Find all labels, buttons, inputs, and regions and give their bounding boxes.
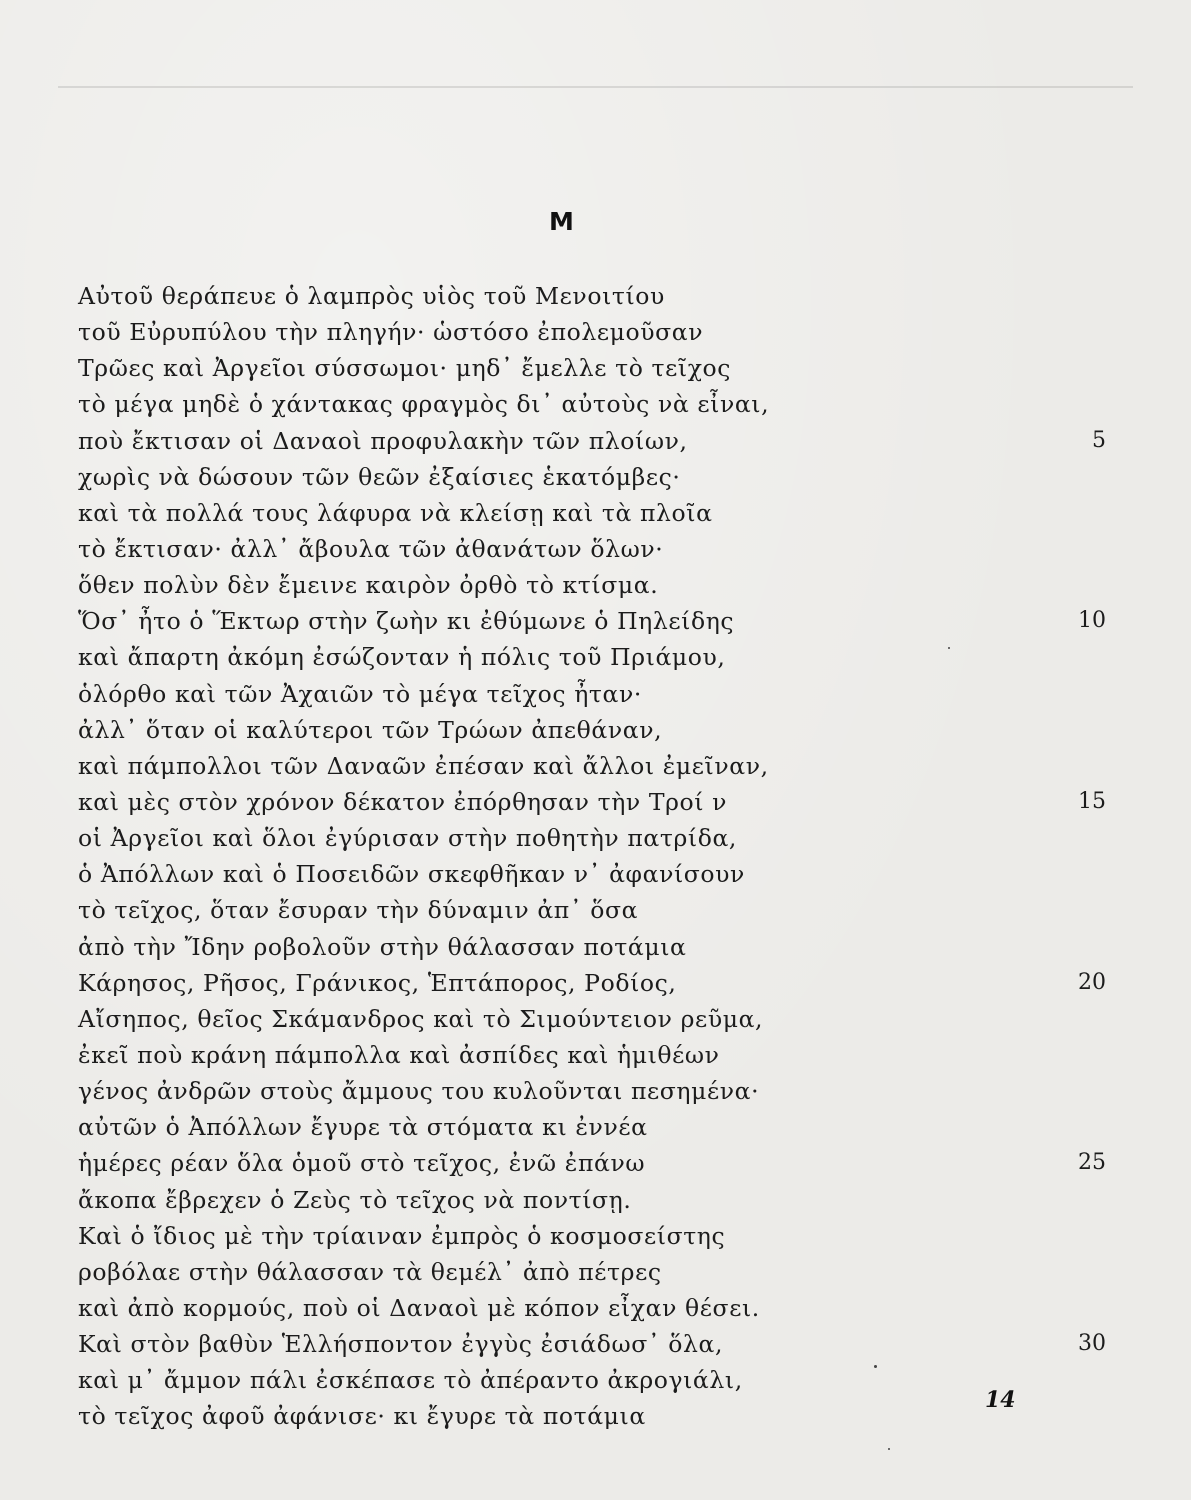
verse-text: ἐκεῖ ποὺ κράνη πάμπολλα καὶ ἀσπίδες καὶ ἡμιθέων [78, 1040, 720, 1069]
verse-line [78, 1218, 1118, 1254]
verse-text: καὶ ἄπαρτη ἀκόμη ἐσώζονταν ἡ πόλις τοῦ Πριάμου, [78, 643, 726, 672]
verse-line [78, 1398, 1118, 1434]
verse-line [78, 639, 1118, 675]
bleed-through-rule [58, 86, 1133, 88]
poem-body [78, 278, 1118, 1435]
verse-line [78, 1001, 1118, 1037]
print-speck [948, 647, 950, 649]
verse-line [78, 531, 1118, 567]
verse-number: 20 [1078, 969, 1106, 995]
verse-number: 15 [1078, 788, 1106, 814]
verse-text: Αἴσηπος, θεῖος Σκάμανδρος καὶ τὸ Σιμούντειον ρεῦμα, [78, 1004, 764, 1033]
verse-line [78, 495, 1118, 531]
verse-text: ροβόλαε στὴν θάλασσαν τὰ θεμέλ᾽ ἀπὸ πέτρες [78, 1257, 662, 1286]
verse-text: καὶ πάμπολλοι τῶν Δαναῶν ἐπέσαν καὶ ἄλλοι ἐμεῖναν, [78, 751, 769, 780]
verse-line [78, 676, 1118, 712]
verse-text: Τρῶες καὶ Ἀργεῖοι σύσσωμοι· μηδ᾽ ἔμελλε τὸ τεῖχος [78, 354, 732, 383]
verse-text: ἀλλ᾽ ὅταν οἱ καλύτεροι τῶν Τρώων ἀπεθάναν, [78, 715, 663, 744]
verse-line [78, 1326, 1118, 1362]
verse-text: Ὅσ᾽ ἦτο ὁ Ἕκτωρ στὴν ζωὴν κι ἐθύμωνε ὁ Πηλείδης [78, 607, 735, 636]
verse-text: ὁ Ἀπόλλων καὶ ὁ Ποσειδῶν σκεφθῆκαν ν᾽ ἀφανίσουν [78, 860, 745, 889]
verse-line [78, 1290, 1118, 1326]
verse-number: 5 [1092, 427, 1106, 453]
verse-line [78, 892, 1118, 928]
verse-text: Κάρησος, Ρῆσος, Γράνικος, Ἑπτάπορος, Ροδίος, [78, 968, 677, 997]
verse-text: τὸ τεῖχος, ὅταν ἔσυραν τὴν δύναμιν ἀπ᾽ ὅσα [78, 896, 639, 925]
verse-line [78, 423, 1118, 459]
verse-line [78, 1109, 1118, 1145]
verse-text: οἱ Ἀργεῖοι καὶ ὅλοι ἐγύρισαν στὴν ποθητὴν πατρίδα, [78, 824, 738, 853]
verse-line [78, 314, 1118, 350]
verse-line [78, 712, 1118, 748]
verse-text: γένος ἀνδρῶν στοὺς ἄμμους του κυλοῦνται πεσημένα· [78, 1077, 760, 1106]
verse-line [78, 1073, 1118, 1109]
verse-line [78, 386, 1118, 422]
verse-line [78, 929, 1118, 965]
verse-line [78, 784, 1118, 820]
verse-text: καὶ μὲς στὸν χρόνον δέκατον ἐπόρθησαν τὴν Τροί ν [78, 787, 728, 816]
verse-text: τοῦ Εὐρυπύλου τὴν πληγήν· ὡστόσο ἐπολεμοῦσαν [78, 318, 704, 347]
verse-line [78, 1182, 1118, 1218]
verse-text: Καὶ στὸν βαθὺν Ἑλλήσποντον ἐγγὺς ἐσιάδωσ᾽ ὅλα, [78, 1330, 724, 1359]
section-letter: M [549, 207, 575, 236]
verse-text: καὶ τὰ πολλά τους λάφυρα νὰ κλείσῃ καὶ τὰ πλοῖα [78, 498, 713, 527]
verse-text: καὶ μ᾽ ἄμμον πάλι ἐσκέπασε τὸ ἀπέραντο ἀκρογιάλι, [78, 1366, 743, 1395]
verse-text: Αὐτοῦ θεράπευε ὁ λαμπρὸς υἱὸς τοῦ Μενοιτίου [78, 282, 665, 310]
verse-line [78, 350, 1118, 386]
verse-number: 10 [1078, 608, 1106, 634]
page-number: 14 [985, 1387, 1016, 1413]
verse-text: ὁλόρθο καὶ τῶν Ἀχαιῶν τὸ μέγα τεῖχος ἦταν· [78, 679, 642, 708]
verse-text: αὐτῶν ὁ Ἀπόλλων ἔγυρε τὰ στόματα κι ἐννέα [78, 1113, 648, 1142]
verse-line [78, 459, 1118, 495]
verse-number: 25 [1078, 1150, 1106, 1176]
verse-number: 30 [1078, 1331, 1106, 1357]
verse-line [78, 820, 1118, 856]
verse-text: Καὶ ὁ ἴδιος μὲ τὴν τρίαιναν ἐμπρὸς ὁ κοσμοσείστης [78, 1221, 726, 1250]
print-speck [888, 1448, 890, 1450]
verse-text: χωρὶς νὰ δώσουν τῶν θεῶν ἐξαίσιες ἑκατόμβες· [78, 462, 681, 491]
verse-text: ποὺ ἔκτισαν οἱ Δαναοὶ προφυλακὴν τῶν πλοίων, [78, 426, 688, 455]
verse-line [78, 748, 1118, 784]
verse-line [78, 278, 1118, 314]
verse-text: τὸ τεῖχος ἀφοῦ ἀφάνισε· κι ἔγυρε τὰ ποτάμια [78, 1402, 646, 1431]
verse-line [78, 1254, 1118, 1290]
print-speck [874, 1365, 877, 1368]
verse-text: τὸ ἔκτισαν· ἀλλ᾽ ἄβουλα τῶν ἀθανάτων ὅλων· [78, 534, 664, 563]
verse-line [78, 856, 1118, 892]
verse-line [78, 567, 1118, 603]
verse-text: ὅθεν πολὺν δὲν ἔμεινε καιρὸν ὀρθὸ τὸ κτίσμα. [78, 571, 659, 600]
verse-text: καὶ ἀπὸ κορμούς, ποὺ οἱ Δαναοὶ μὲ κόπον εἶχαν θέσει. [78, 1293, 760, 1322]
verse-line [78, 1037, 1118, 1073]
verse-line [78, 965, 1118, 1001]
verse-text: ἡμέρες ρέαν ὅλα ὁμοῦ στὸ τεῖχος, ἐνῶ ἐπάνω [78, 1149, 646, 1178]
verse-text: ἀπὸ τὴν Ἴδην ροβολοῦν στὴν θάλασσαν ποτάμια [78, 932, 687, 961]
verse-text: ἄκοπα ἔβρεχεν ὁ Ζεὺς τὸ τεῖχος νὰ ποντίσῃ. [78, 1185, 632, 1214]
verse-line [78, 1362, 1118, 1398]
verse-text: τὸ μέγα μηδὲ ὁ χάντακας φραγμὸς δι᾽ αὐτοὺς νὰ εἶναι, [78, 390, 770, 419]
verse-line [78, 603, 1118, 639]
verse-line [78, 1145, 1118, 1181]
